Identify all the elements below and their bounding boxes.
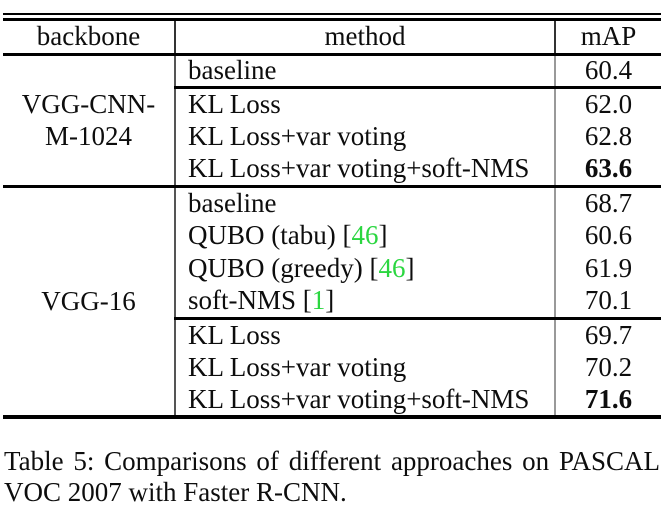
header-map: mAP xyxy=(555,21,661,54)
map-cell: 62.8 xyxy=(555,120,661,153)
citation-link[interactable]: 46 xyxy=(378,253,406,283)
caption-line-1: Table 5: Comparisons of different approaches on PASCAL xyxy=(4,446,660,476)
method-cell: KL Loss+var voting+soft-NMS xyxy=(175,153,555,186)
results-table xyxy=(3,21,661,419)
map-cell: 62.0 xyxy=(555,87,661,120)
method-cell: KL Loss+var voting xyxy=(175,120,555,153)
header-backbone: backbone xyxy=(3,21,175,54)
map-cell: 69.7 xyxy=(555,318,661,351)
backbone-cell-vgg-16 xyxy=(3,186,175,417)
method-cell: baseline xyxy=(175,186,555,219)
method-cell: baseline xyxy=(175,54,555,87)
backbone-line: VGG-CNN- xyxy=(21,89,156,119)
caption-line-2: VOC 2007 with Faster R-CNN. xyxy=(4,477,347,507)
backbone-line: VGG-16 xyxy=(41,286,136,317)
table-row xyxy=(3,54,661,87)
method-cell: KL Loss+var voting xyxy=(175,351,555,384)
bracket-close: ] xyxy=(325,285,335,316)
citation-link[interactable]: 1 xyxy=(311,285,326,316)
bracket-close: ] xyxy=(378,220,388,250)
bracket-close: ] xyxy=(405,253,415,283)
backbone-line: M-1024 xyxy=(45,121,132,151)
bracket-open: [ xyxy=(302,285,312,316)
map-cell: 70.1 xyxy=(555,285,661,318)
method-label: QUBO (greedy) xyxy=(188,253,370,283)
table-row xyxy=(3,186,661,219)
header-method: method xyxy=(175,21,555,54)
map-cell: 61.9 xyxy=(555,252,661,285)
method-label: QUBO (tabu) xyxy=(188,220,343,250)
method-label: soft-NMS xyxy=(188,285,303,316)
bracket-open: [ xyxy=(369,253,379,283)
map-cell-best: 63.6 xyxy=(555,153,661,186)
table-caption xyxy=(4,446,660,508)
method-cell xyxy=(175,252,555,285)
method-cell xyxy=(175,285,555,318)
map-cell: 68.7 xyxy=(555,186,661,219)
method-cell: KL Loss xyxy=(175,318,555,351)
map-cell: 60.4 xyxy=(555,54,661,87)
map-cell: 60.6 xyxy=(555,219,661,252)
method-cell: KL Loss+var voting+soft-NMS xyxy=(175,384,555,417)
method-cell: KL Loss xyxy=(175,87,555,120)
backbone-cell-vgg-cnn-m-1024 xyxy=(3,54,175,186)
citation-link[interactable]: 46 xyxy=(351,220,379,250)
bracket-open: [ xyxy=(342,220,352,250)
map-cell: 70.2 xyxy=(555,351,661,384)
header-row xyxy=(3,21,661,54)
method-cell xyxy=(175,219,555,252)
map-cell-best: 71.6 xyxy=(555,384,661,417)
